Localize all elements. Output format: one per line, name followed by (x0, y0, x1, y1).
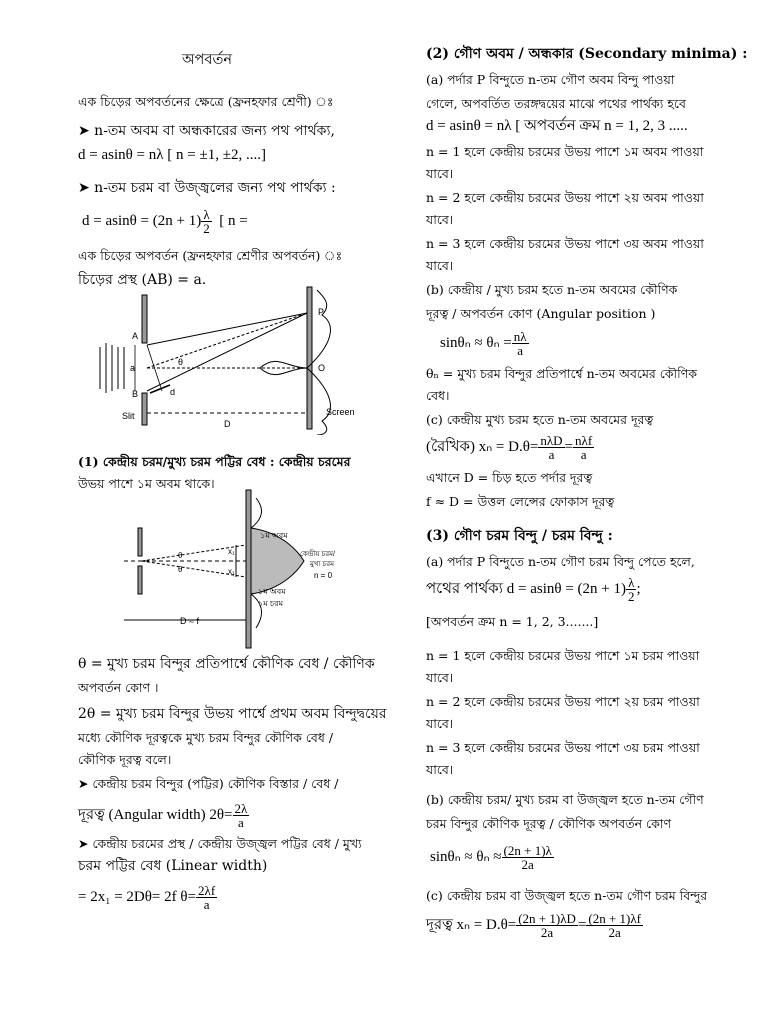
label-d-approx-f: D ≈ f (180, 616, 199, 626)
fraction (586, 912, 643, 939)
fraction (573, 434, 594, 461)
text-line: f ≈ D = উত্তল লেন্সের ফোকাস দূরত্ব (426, 494, 615, 509)
equation-part: sinθₙ ≈ θₙ ≈ (430, 849, 502, 865)
equals-sign: = (564, 439, 574, 455)
text-line: এক চিড়ের অপবর্তনের ক্ষেত্রে (ফ্রনহফার শ্রেণী) ঃ (78, 94, 334, 109)
equation (426, 908, 643, 942)
equation (78, 798, 249, 832)
text-line: যাবে। (426, 670, 454, 685)
label-a-point: A (132, 331, 139, 341)
text-line: যাবে। (426, 762, 454, 777)
numerator: 2λ (234, 801, 248, 817)
label-a-width: a (130, 363, 136, 373)
label-d: d (170, 387, 176, 397)
equation-part: d = asinθ = (2n + 1) (82, 213, 202, 229)
denominator: a (203, 897, 210, 913)
text-line: ➤ কেন্দ্রীয় চরম বিন্দুর (পট্টির) কৌণিক বিস্তার / বেধ / (78, 776, 339, 791)
fraction (196, 884, 217, 911)
equation (426, 430, 594, 464)
equation-part: ; (636, 581, 641, 597)
equation (78, 880, 217, 914)
denominator: 2 (627, 589, 635, 605)
equation-part: পথের পার্থক্য d = asinθ = (2n + 1) (426, 581, 626, 597)
label-distance-d: D (224, 419, 231, 429)
numerator: λ (201, 208, 212, 222)
text-line: যাবে। (426, 716, 454, 731)
fraction (626, 576, 637, 603)
text-line: [অপবর্তন ক্রম n = 1, 2, 3.......] (426, 614, 599, 629)
label-x1-top: x₁ (228, 547, 235, 556)
equals-sign: = (577, 917, 587, 933)
text-line: n = 1 হলে কেন্দ্রীয় চরমের উভয় পাশে ১ম অবম পাওয়া (426, 144, 704, 159)
equation-part: দূরত্ব (Angular width) 2θ= (78, 807, 233, 823)
label-o: O (318, 363, 326, 373)
text-line: অপবর্তন কোণ । (78, 680, 159, 695)
text-line: 2θ = মুখ্য চরম বিন্দুর উভয় পার্শ্বে প্রথম অবম বিন্দুদ্বয়ের (78, 706, 387, 722)
numerator: nλf (575, 433, 593, 449)
label-x1-bottom: x₁ (228, 567, 235, 576)
equation-part: [ n = (219, 213, 248, 229)
section-heading: (1) কেন্দ্রীয় চরম/মুখ্য চরম পট্টির বেধ : কেন্দ্রীয় চরমের (78, 454, 351, 469)
denominator: 2a (521, 857, 534, 873)
section-heading: (3) গৌণ চরম বিন্দু / চরম বিন্দু : (426, 528, 613, 544)
denominator: 2a (540, 925, 554, 941)
label-p: P (318, 307, 325, 317)
equation (426, 572, 641, 606)
text-line: যাবে। (426, 258, 454, 273)
text-line: n = 3 হলে কেন্দ্রীয় চরমের উভয় পাশে ৩য় চরম পাওয়া (426, 740, 700, 755)
fraction (201, 208, 212, 235)
label-theta: θ (178, 357, 184, 367)
denominator: a (517, 343, 524, 359)
equation: d = asinθ = nλ [ n = ±1, ±2, ....] (78, 147, 266, 163)
text-line: n = 1 হলে কেন্দ্রীয় চরমের উভয় পাশে ১ম চরম পাওয়া (426, 648, 700, 663)
text-line: যাবে। (426, 166, 454, 181)
text-line: θ = মুখ্য চরম বিন্দুর প্রতিপার্শ্বে কৌণিক বেধ / কৌণিক (78, 656, 375, 672)
text-line (78, 454, 350, 470)
text-line: চিড়ের প্রস্থ (AB) = a. (78, 272, 207, 288)
denominator: 2a (608, 925, 621, 941)
denominator: a (580, 447, 587, 463)
fraction (538, 434, 564, 461)
numerator: (2n + 1)λf (588, 911, 641, 927)
fraction (502, 844, 554, 871)
denominator: a (548, 447, 555, 463)
denominator: a (238, 815, 244, 831)
label-central-max-1: কেন্দ্রীয় চরম/ (300, 551, 335, 558)
label-first-minimum-lower: ১ম অবম (258, 587, 286, 596)
text-line: গেলে, অপবর্তিত তরঙ্গদ্বয়ের মাঝে পথের পার্থক্য হবে (426, 96, 686, 111)
text-line: (a) পর্দার P বিন্দুতে n-তম গৌণ চরম বিন্দু পেতে হলে, (426, 554, 695, 569)
text-line: n = 3 হলে কেন্দ্রীয় চরমের উভয় পাশে ৩য় অবম পাওয়া (426, 236, 704, 251)
central-maximum-diagram (124, 488, 374, 656)
text-line: এখানে D = চিড় হতে পর্দার দূরত্ব (426, 470, 593, 485)
numerator: nλD (540, 433, 563, 449)
text-line: (b) কেন্দ্রীয় / মুখ্য চরম হতে n-তম অবমের কৌণিক (426, 282, 678, 297)
text-line: বেধ। (426, 388, 450, 403)
numerator: 2λf (198, 883, 216, 899)
page-title: অপবর্তন (182, 52, 233, 68)
text-line: n = 2 হলে কেন্দ্রীয় চরমের উভয় পাশে ২য় চরম পাওয়া (426, 694, 700, 709)
equation (440, 326, 529, 360)
text-line: এক চিড়ের অপবর্তন (ফ্রনহফার শ্রেণীর অপবর্তন) ঃ (78, 248, 343, 263)
text-line: (a) পর্দার P বিন্দুতে n-তম গৌণ অবম বিন্দু পাওয়া (426, 72, 675, 87)
label-b-point: B (132, 389, 139, 399)
text-line: (b) কেন্দ্রীয় চরম/ মুখ্য চরম বা উজ্জ্বল হতে n-তম গৌণ (426, 792, 704, 807)
equation: d = asinθ = nλ [ অপবর্তন ক্রম n = 1, 2, 3 ..... (426, 118, 688, 134)
text-line: θₙ = মুখ্য চরম বিন্দুর প্রতিপার্শ্বে n-তম অবমের কৌণিক (426, 366, 698, 381)
fraction (512, 330, 529, 357)
fraction (233, 802, 250, 829)
text-line: উভয় পাশে ১ম অবম থাকে। (78, 476, 215, 491)
equation (430, 840, 554, 874)
text-line: মধ্যে কৌণিক দূরত্বকে মুখ্য চরম বিন্দুর কৌণিক বেধ / (78, 730, 334, 745)
label-theta-lower: θ (178, 565, 183, 574)
equation-part: দূরত্ব xₙ = D.θ= (426, 917, 517, 933)
section-heading: (2) গৌণ অবম / অন্ধকার (Secondary minima) : (426, 46, 748, 62)
text-line: (c) কেন্দ্রীয় মুখ্য চরম হতে n-তম অবমের দূরত্ব (426, 412, 654, 427)
text-line: যাবে। (426, 212, 454, 227)
text-line: কৌণিক দূরত্ব বলে। (78, 752, 172, 767)
equation-part: = 2x₁ = 2Dθ= 2f θ= (78, 889, 197, 905)
equation-part: (রৈখিক) xₙ = D.θ= (426, 439, 539, 455)
text-line: চরম পট্টির বেধ (Linear width) (78, 858, 268, 874)
fraction (516, 912, 578, 939)
denominator: 2 (203, 221, 210, 237)
numerator: (2n + 1)λD (518, 911, 576, 927)
text-line: ➤ n-তম চরম বা উজ্জ্বলের জন্য পথ পার্থক্য : (78, 180, 336, 196)
equation-part: sinθₙ ≈ θₙ = (440, 335, 512, 351)
text-line: ➤ কেন্দ্রীয় চরমের প্রস্থ / কেন্দ্রীয় উজ্জ্বল পট্টির বেধ / মুখ্য (78, 836, 362, 851)
text-line: চরম বিন্দুর কৌণিক দূরত্ব / কৌণিক অপবর্তন কোণ (426, 816, 672, 831)
label-first-maximum: ১ম চরম (258, 599, 284, 608)
equation (82, 204, 248, 238)
text-line: (c) কেন্দ্রীয় চরম বা উজ্জ্বল হতে n-তম গৌণ চরম বিন্দুর (426, 888, 708, 903)
numerator: λ (626, 576, 637, 590)
text-line: n = 2 হলে কেন্দ্রীয় চরমের উভয় পাশে ২য় অবম পাওয়া (426, 190, 704, 205)
text-line: দূরত্ব / অপবর্তন কোণ (Angular position ) (426, 306, 656, 321)
label-n-zero: n = 0 (314, 571, 333, 580)
numerator: nλ (513, 329, 527, 345)
single-slit-diagram (92, 285, 382, 435)
label-theta-upper: θ (178, 551, 183, 560)
label-screen: Screen (326, 407, 355, 417)
label-slit: Slit (122, 411, 135, 421)
text-line: ➤ n-তম অবম বা অন্ধকারের জন্য পথ পার্থক্য, (78, 123, 335, 139)
label-first-minimum: ১ম অবম (260, 531, 288, 540)
label-central-max-2: মুখ্য চরম (310, 561, 334, 568)
numerator: (2n + 1)λ (503, 843, 552, 859)
